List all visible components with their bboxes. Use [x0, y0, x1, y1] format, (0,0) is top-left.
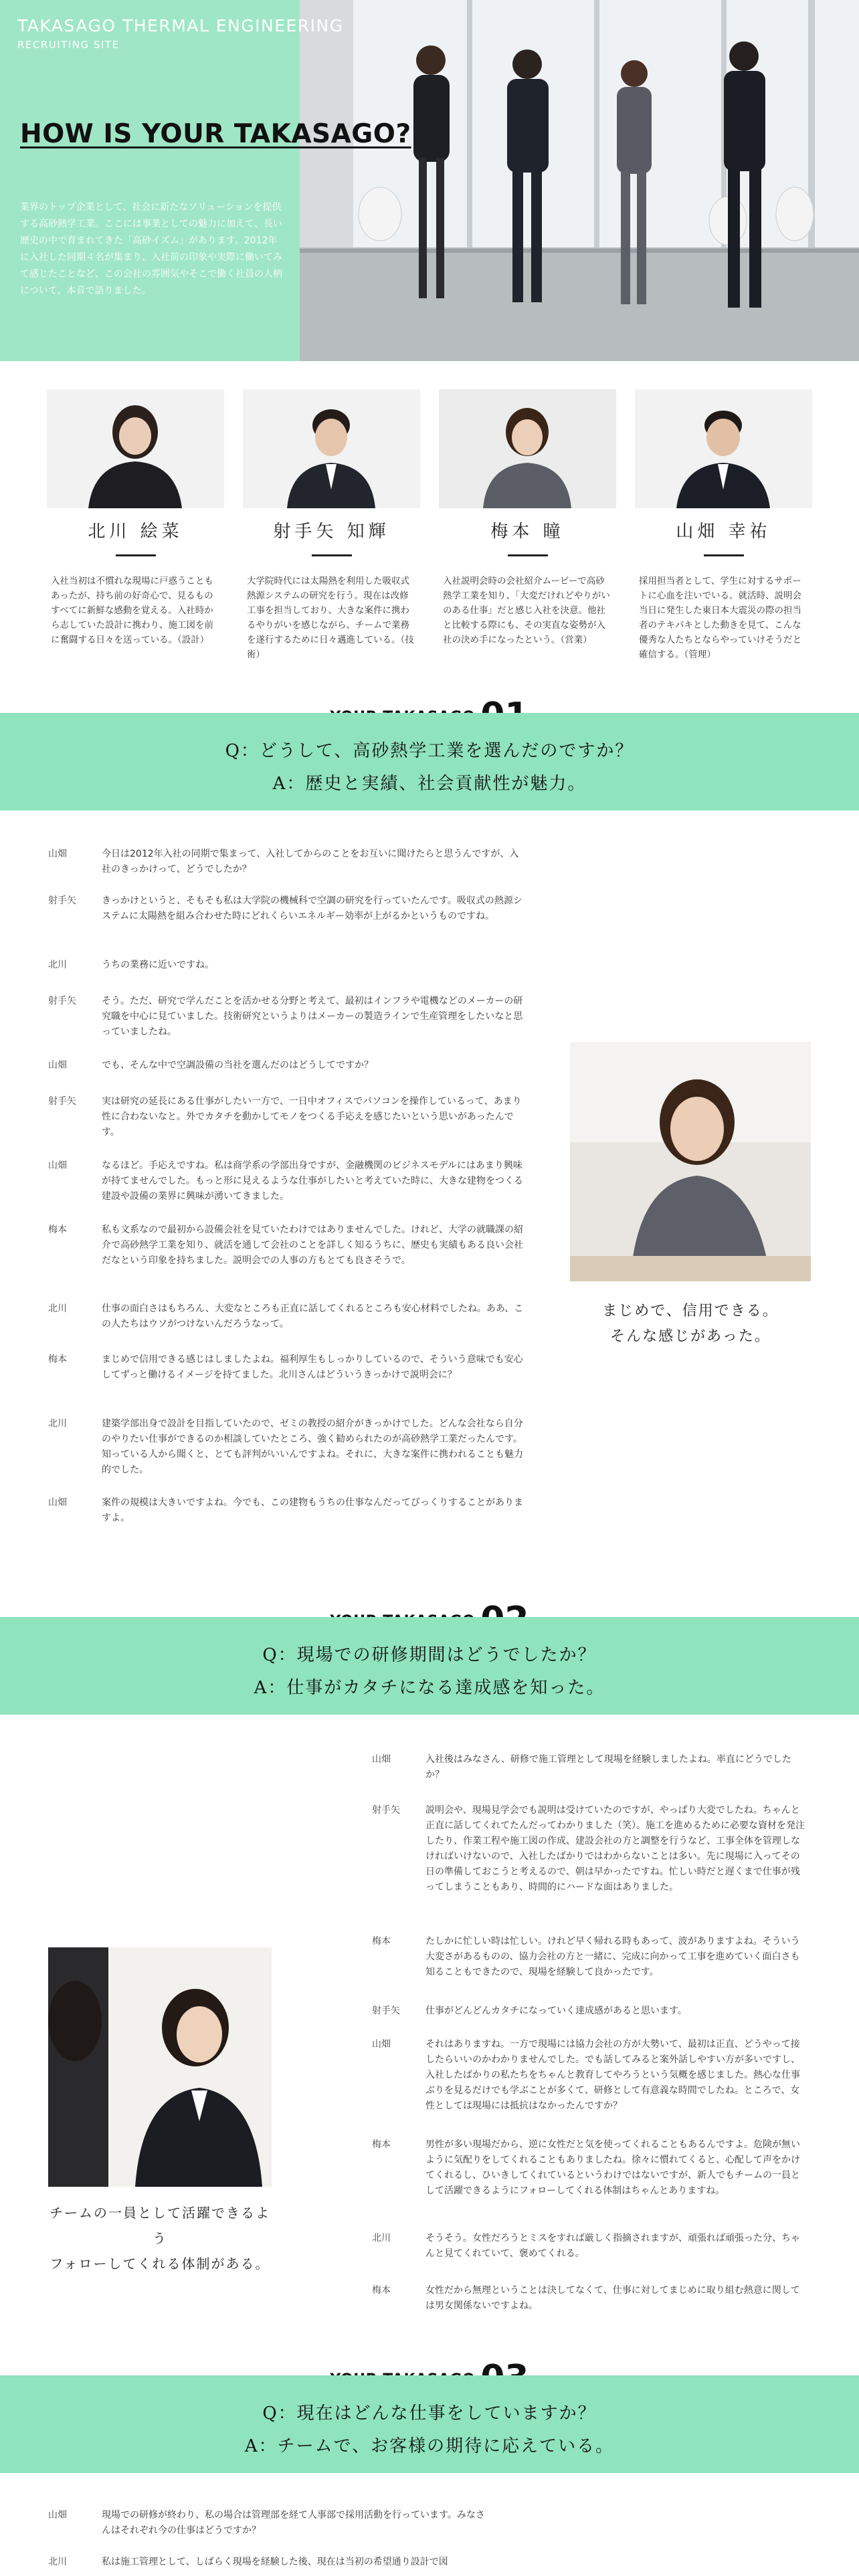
dialogue-text: なるほど。手応えですね。私は商学系の学部出身ですが、金融機関のビジネスモデルにはあまり興味が持てませんでした。もっと形に見えるような仕事がしたいと考えていた時に、大きな建物をつくる建設や設備の業界に興味が湧いてきました。: [102, 1160, 523, 1202]
dialogue-line: [48, 1301, 524, 1352]
section-answer: A：歴史と実績、社会貢献性が魅力。: [272, 774, 587, 794]
dialogue-text: 私も文系なので最初から設備会社を見ていたわけではありませんでした。けれど、大学の就職課の紹介で高砂熱学工業を知り、就活を通して会社のことを詳しく知るうちに、歴史も実績もある良い会社だなという印象を持ちました。説明会での人事の方もとても良さそうで。: [102, 1224, 523, 1266]
dialogue-text: 建築学部出身で設計を目指していたので、ゼミの教授の紹介がきっかけでした。どんな会社なら自分のやりたい仕事ができるのか相談していたところ、強く勧められたのが高砂熱学工業だったんです。知っている人から聞くと、とても評判がいいんですよね。それに、大きな案件に携われることも魅力的でした。: [102, 1418, 523, 1475]
dialogue-text: 女性だから無理ということは決してなくて、仕事に対してまじめに取り組む熱意に関しては男女関係ないですよね。: [425, 2285, 800, 2311]
speaker: 北川: [48, 960, 67, 970]
dialogue-text: 入社後はみなさん、研修で施工管理として現場を経験しましたよね。率直にどうでしたか？: [425, 1754, 791, 1780]
speaker: 山畑: [372, 2039, 391, 2050]
section-question: Q：現場での研修期間はどうでしたか？: [262, 1645, 597, 1665]
section-question: Q：現在はどんな仕事をしていますか？: [262, 2403, 597, 2424]
dialogue-text: でも、そんな中で空調設備の当社を選んだのはどうしてですか？: [102, 1060, 373, 1071]
dialogue-text: うちの業務に近いですね。: [102, 960, 214, 970]
speaker: 山畑: [48, 849, 67, 859]
dialogue-line: [372, 2004, 808, 2037]
dialogue-line: [372, 1752, 808, 1803]
section-answer: A：仕事がカタチになる達成感を知った。: [254, 1678, 605, 1698]
dialogue-line: [372, 2137, 808, 2231]
profile-name: 射手矢 知輝: [273, 522, 390, 542]
profile-name: 北川 絵菜: [88, 522, 183, 542]
dialogue-text: 私は施工管理として、しばらく現場を経験した後、現在は当初の希望通り設計で図: [102, 2557, 448, 2567]
profile-card: [439, 389, 616, 662]
dialogue-line: [372, 2283, 808, 2323]
profile-name: 梅本 瞳: [490, 522, 565, 542]
brand-title: TAKASAGO THERMAL ENGINEERING: [17, 16, 344, 35]
dialogue-line: [48, 847, 524, 893]
speaker: 北川: [372, 2233, 391, 2244]
pull-quote-line: チームの一員として活躍できるよう: [50, 2205, 270, 2246]
speaker: 北川: [48, 1303, 67, 1314]
dialogue-text: きっかけというと、そもそも私は大学院の機械科で空調の研究を行っていたんです。吸収式の熱源システムに太陽熱を組み合わせた時にどれくらいエネルギー効率が上がるかというものですね。: [102, 895, 522, 922]
speaker: 山畑: [48, 1497, 67, 1508]
profile-description: 入社説明会時の会社紹介ムービーで高砂熱学工業を知り、「大変だけれどやりがいのある仕事」だと感じ入社を決意。他社と比較する際にも、その実直な姿勢が入社の決め手になったという。（営業）: [443, 576, 610, 645]
pull-quote: [48, 2200, 272, 2276]
dialogue-line: [48, 2508, 490, 2555]
profile-card: [243, 389, 420, 662]
speaker: 梅本: [48, 1224, 67, 1235]
profile-description: 入社当初は不慣れな現場に戸惑うこともあったが、持ち前の好奇心で、見るものすべてに新鮮な感動を覚える。入社時から志していた設計に携わり、施工図を前に奮闘する日々を送っている。（設計）: [51, 576, 213, 645]
profile-card: [635, 389, 812, 662]
dialogue-text: 仕事の面白さはもちろん、大変なところも正直に話してくれるところも安心材料でしたね。ああ、この人たちはウソがつけないんだろうなって。: [102, 1303, 524, 1329]
dialogue-text: そうそう。女性だろうとミスをすれば厳しく指摘されますが、頑張れば頑張った分、ちゃんと見てくれていて、褒めてくれる。: [425, 2233, 800, 2259]
profiles-row: [47, 389, 812, 662]
dialogue-line: [48, 1158, 524, 1222]
speaker: 梅本: [48, 1354, 67, 1365]
divider: [508, 554, 548, 556]
dialogue-text: 今日は2012年入社の同期で集まって、入社してからのことをお互いに聞けたらと思うんですが、入社のきっかけって、どうでしたか？: [102, 849, 519, 875]
speaker: 梅本: [372, 1936, 391, 1947]
speaker: 山畑: [372, 1754, 391, 1765]
dialogue-text: まじめで信用できる感じはしましたよね。福利厚生もしっかりしているので、そういう意味でも安心してずっと働けるイメージを持てました。北川さんはどういうきっかけで説明会に？: [102, 1354, 523, 1380]
speaker: 北川: [48, 1418, 67, 1429]
dialogue-text: 説明会や、現場見学会でも説明は受けていたのですが、やっぱり大変でしたね。ちゃんと正直に話してくれてたんだってわかりました（笑）。施工を進めるために必要な資材を発注したり、作業工程や施工図の作成、建設会社の方と調整を行うなど、工事全体を管理しなければいけないので、入社したばかりではわからないことは多い。先に現場に入ってその日の準備しておこうと考えるので、朝は早かったですね。忙しい時だと遅くまで仕事が残ってしまうこともあり、時間的にハードな面はありました。: [425, 1805, 805, 1893]
section-answer: A：チームで、お客様の期待に応えている。: [244, 2436, 615, 2456]
dialogue-list: [372, 1752, 808, 2323]
dialogue-list: [48, 847, 524, 1535]
dialogue-text: 仕事がどんどんカタチになっていく達成感があると思います。: [425, 2006, 687, 2016]
brand-subtitle: RECRUITING SITE: [17, 39, 120, 51]
section-banner: [0, 2375, 859, 2473]
divider: [116, 554, 156, 556]
profile-photo: [47, 389, 224, 508]
section-question: Q：どうして、高砂熱学工業を選んだのですか？: [225, 741, 634, 761]
profile-description: 大学院時代には太陽熱を利用した吸収式熱源システムの研究を行う。現在は改修工事を担当しており、大きな案件に携わるやりがいを感じながら、チームで業務を遂行するために日々邁進している。（技術）: [247, 576, 414, 660]
speaker: 梅本: [372, 2139, 391, 2150]
pull-quote-line: フォローしてくれる体制がある。: [50, 2256, 270, 2272]
interview-photo-kitagawa: [48, 1947, 272, 2187]
dialogue-text: それはありますね。一方で現場には協力会社の方が大勢いて、最初は正直、どうやって接したらいいのかわかりませんでした。でも話してみると案外話しやすい方が多いですし、入社したばかりの私たちをちゃんと教育してやろうという気概を感じました。熱心な仕事ぶりを見るだけでも学ぶことが多くて、研修として有意義な時間でしたね。ところで、女性としては現場には抵抗はなかったんですか？: [425, 2039, 800, 2111]
dialogue-list: [48, 2508, 490, 2575]
dialogue-line: [48, 1495, 524, 1535]
pull-quote: [570, 1299, 811, 1350]
pull-quote-line: まじめで、信用できる。: [602, 1303, 779, 1319]
profile-photo: [243, 389, 420, 508]
dialogue-line: [48, 994, 524, 1058]
hero-description: 業界のトップ企業として、社会に新たなソリューションを提供する高砂熱学工業。ここには事業としての魅力に加えて、長い歴史の中で育まれてきた「高砂イズム」があります。2012年に入社した同期４名が集まり、入社前の印象や実際に働いてみて感じたことなど、この会社の雰囲気やそこで働く社員の人柄について、本音で語りました。: [20, 202, 282, 296]
section-banner: [0, 1617, 859, 1715]
hero-group-photo: [300, 0, 859, 361]
dialogue-line: [48, 1222, 524, 1301]
speaker: 山畑: [48, 1160, 67, 1171]
dialogue-text: 現場での研修が終わり、私の場合は管理部を経て人事部で採用活動を行っています。みなさんはそれぞれ今の仕事はどうですか？: [102, 2510, 485, 2536]
dialogue-line: [48, 893, 524, 958]
dialogue-line: [48, 1352, 524, 1416]
speaker: 山畑: [48, 1060, 67, 1071]
brand[interactable]: [17, 16, 344, 51]
divider: [312, 554, 352, 556]
speaker: 梅本: [372, 2285, 391, 2296]
speaker: 射手矢: [372, 1805, 400, 1816]
dialogue-line: [372, 2037, 808, 2137]
speaker: 射手矢: [372, 2006, 400, 2016]
dialogue-line: [372, 1803, 808, 1934]
dialogue-line: [48, 1058, 524, 1094]
dialogue-line: [48, 2555, 490, 2575]
speaker: 射手矢: [48, 895, 76, 906]
page-title: HOW IS YOUR TAKASAGO?: [20, 119, 411, 149]
dialogue-text: そう。ただ、研究で学んだことを活かせる分野と考えて、最初はインフラや電機などのメーカーの研究職を中心に見ていました。技術研究というよりはメーカーの製造ラインで生産管理をしたいなと思っていましたね。: [102, 996, 523, 1037]
dialogue-line: [48, 1416, 524, 1495]
profile-name: 山畑 幸祐: [676, 522, 771, 542]
dialogue-text: たしかに忙しい時は忙しい。けれど早く帰れる時もあって、波がありますよね。そういう大変さがあるものの、協力会社の方と一緒に、完成に向かって工事を進めていく面白さも知ることもできたので、現場を経験して良かったです。: [425, 1936, 800, 1977]
profile-description: 採用担当者として、学生に対するサポートに心血を注いでいる。就活時、説明会当日に発生した東日本大震災の際の担当者のテキパキとした動きを見て、こんな優秀な人たちとならやっていけそうだと確信する。（管理）: [639, 576, 801, 660]
speaker: 山畑: [48, 2510, 67, 2520]
dialogue-line: [48, 1094, 524, 1158]
interview-photo-umemoto: [570, 1042, 811, 1281]
speaker: 射手矢: [48, 996, 76, 1006]
hero-section: [0, 0, 859, 361]
profile-photo: [439, 389, 616, 508]
pull-quote-line: そんな感じがあった。: [610, 1328, 771, 1345]
dialogue-line: [48, 958, 524, 994]
speaker: 射手矢: [48, 1096, 76, 1107]
divider: [704, 554, 744, 556]
dialogue-text: 男性が多い現場だから、逆に女性だと気を使ってくれることもあるんですよ。危険が無いように気配りをしてくれることもありましたね。徐々に慣れてくると、心配して声をかけてくれるし、ひいきしてくれているというわけではないですが、新人でもチームの一員として活躍できるようにフォローしてくれる体制はちゃんとありますね。: [425, 2139, 800, 2196]
dialogue-line: [372, 1934, 808, 2004]
dialogue-text: 案件の規模は大きいですよね。今でも、この建物もうちの仕事なんだってびっくりすることがありますよ。: [102, 1497, 523, 1523]
speaker: 北川: [48, 2557, 67, 2567]
dialogue-line: [372, 2231, 808, 2283]
dialogue-text: 実は研究の延長にある仕事がしたい一方で、一日中オフィスでパソコンを操作しているって、あまり性に合わないなと。外でカタチを動かしてモノをつくる手応えを感じたいという思いがあったんです。: [102, 1096, 522, 1138]
section-banner: [0, 713, 859, 811]
profile-photo: [635, 389, 812, 508]
profile-card: [47, 389, 224, 662]
